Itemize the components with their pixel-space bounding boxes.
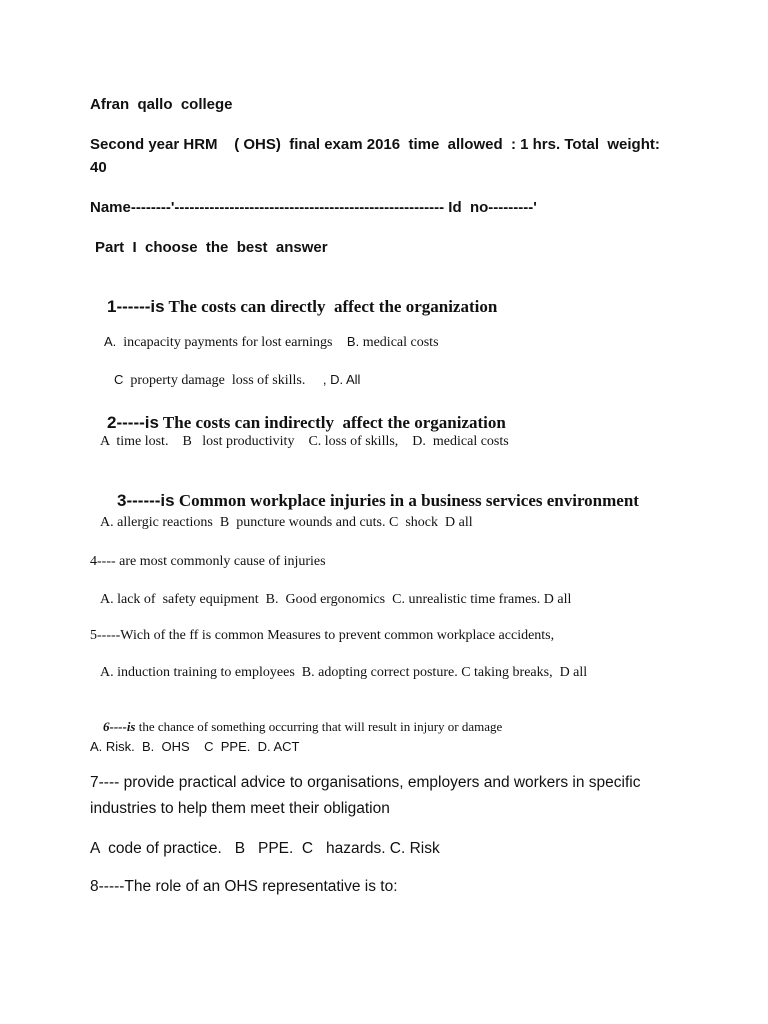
college-name: Afran qallo college bbox=[90, 96, 233, 113]
question-2-number: 2-----is bbox=[107, 413, 159, 432]
exam-title-line1: Second year HRM ( OHS) final exam 2016 time allowed : 1 hrs. Total weight: bbox=[90, 136, 660, 153]
question-1-number: 1------is bbox=[107, 297, 165, 316]
part-heading: Part I choose the best answer bbox=[95, 239, 328, 256]
name-id-line: Name--------'------------------------------------------------------ Id no---------' bbox=[90, 199, 537, 216]
question-3-number: 3------is bbox=[117, 491, 175, 510]
question-4-options: A. lack of safety equipment B. Good ergonomics C. unrealistic time frames. D all bbox=[100, 592, 572, 607]
option-c-label: C bbox=[114, 372, 124, 387]
question-2-text: The costs can indirectly affect the organization bbox=[158, 413, 506, 432]
option-b-label: B. bbox=[332, 334, 360, 349]
option-a-text: incapacity payments for lost earnings bbox=[116, 335, 333, 350]
question-1-text: The costs can directly affect the organization bbox=[164, 297, 498, 316]
question-3-text: Common workplace injuries in a business services environment bbox=[174, 491, 639, 510]
question-5-text: 5-----Wich of the ff is common Measures to prevent common workplace accidents, bbox=[90, 628, 555, 643]
question-7-options: A code of practice. B PPE. C hazards. C. Risk bbox=[90, 840, 440, 857]
option-a-label: A. bbox=[104, 334, 117, 349]
question-8-text: 8-----The role of an OHS representative is to: bbox=[90, 878, 398, 895]
option-d-text: , D. All bbox=[322, 372, 361, 387]
question-5-options: A. induction training to employees B. adopting correct posture. C taking breaks, D all bbox=[100, 665, 588, 680]
question-2-options: A time lost. B lost productivity C. loss of skills, D. medical costs bbox=[100, 434, 509, 449]
question-6-text: the chance of something occurring that will result in injury or damage bbox=[135, 719, 503, 734]
question-7-text-line1: 7---- provide practical advice to organisations, employers and workers in specific bbox=[90, 774, 641, 791]
option-b-text: medical costs bbox=[359, 335, 439, 350]
question-4-text: 4---- are most commonly cause of injuries bbox=[90, 554, 326, 569]
question-3-options: A. allergic reactions B puncture wounds and cuts. C shock D all bbox=[100, 515, 473, 530]
question-6-options: A. Risk. B. OHS C PPE. D. ACT bbox=[90, 739, 300, 754]
question-6-number: 6----is bbox=[103, 719, 136, 734]
question-7-text-line2: industries to help them meet their obligation bbox=[90, 800, 390, 817]
option-c-text: property damage loss of skills. bbox=[123, 373, 323, 388]
exam-title-line2: 40 bbox=[90, 159, 107, 176]
